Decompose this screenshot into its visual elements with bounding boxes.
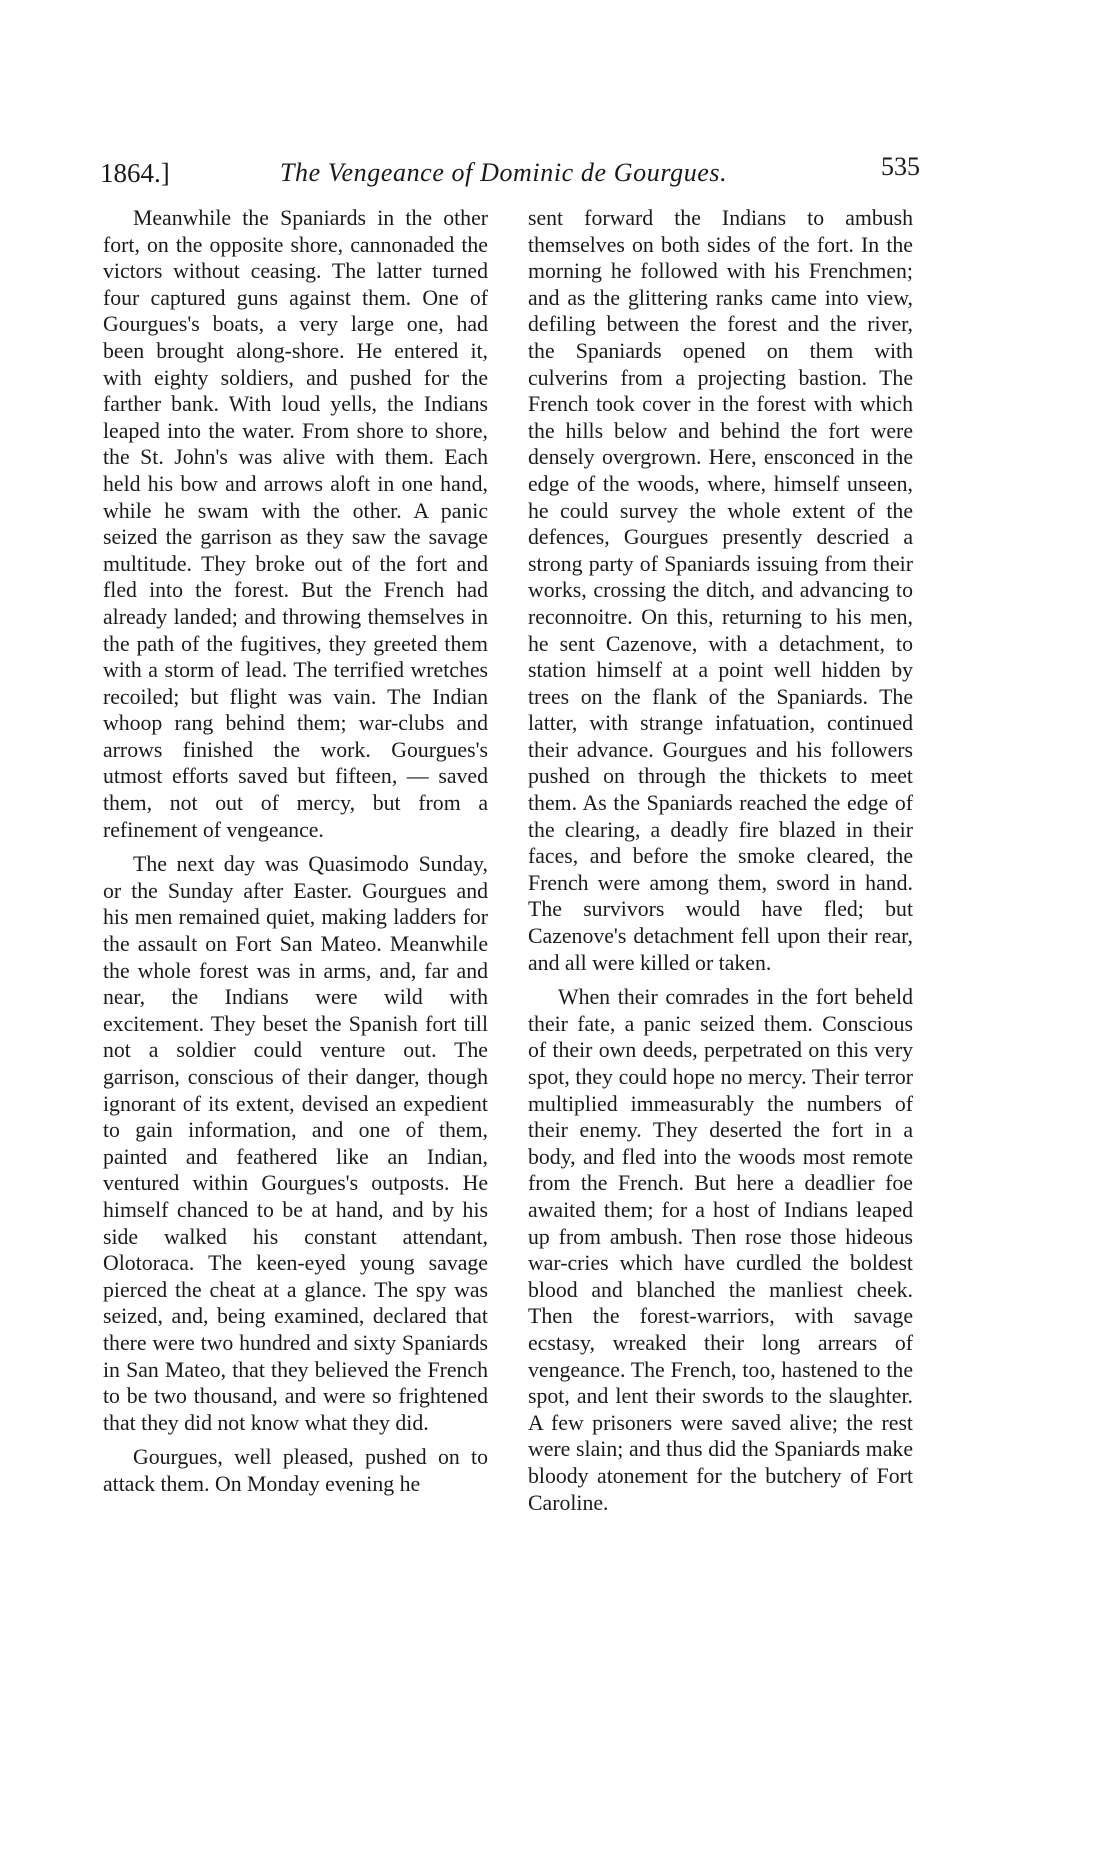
paragraph: When their comrades in the fort beheld their fate, a panic seized them. Conscious of their own deeds, perpetrated on this very spot, they could hope no mercy. Their terror multiplied immeasurably the numbers of their enemy. They deserted the fort in a body, and fled into the woods most remote from the French. But here a deadlier foe awaited them; for a host of Indians leaped up from ambush. Then rose those hideous war-cries which have curdled the boldest blood and blanched the manliest cheek. Then the forest-warriors, with savage ecstasy, wreaked their long arrears of vengeance. The French, too, hastened to the spot, and lent their swords to the slaughter. A few prisoners were saved alive; the rest were slain; and thus did the Spaniards make bloody atonement for the butchery of Fort Caroline. xyxy=(528,985,913,1515)
header-year: 1864.] xyxy=(100,158,170,188)
page-number: 535 xyxy=(881,152,920,181)
paragraph: The next day was Quasimodo Sunday, or the Sunday after Easter. Gourgues and his men remained quiet, making ladders for the assault on Fort San Mateo. Meanwhile the whole forest was in arms, and, far and near, the Indians were wild with excitement. They beset the Spanish fort till not a soldier could venture out. The garrison, conscious of their danger, though ignorant of its extent, devised an expedient to gain information, and one of them, painted and feathered like an Indian, ventured within Gourgues's outposts. He himself chanced to be at hand, and by his side walked his constant attendant, Olotoraca. The keen-eyed young savage pierced the cheat at a glance. The spy was seized, and, being examined, declared that there were two hundred and sixty Spaniards in San Mateo, that they believed the French to be two thousand, and were so frightened that they did not know what they did. xyxy=(103,852,488,1435)
right-column xyxy=(528,205,913,1516)
paragraph: Meanwhile the Spaniards in the other fort, on the opposite shore, cannonaded the victors without ceasing. The latter turned four captured guns against them. One of Gourgues's boats, a very large one, had been brought along-shore. He entered it, with eighty soldiers, and pushed for the farther bank. With loud yells, the Indians leaped into the water. From shore to shore, the St. John's was alive with them. Each held his bow and arrows aloft in one hand, while he swam with the other. A panic seized the garrison as they saw the savage multitude. They broke out of the fort and fled into the forest. But the French had already landed; and throwing themselves in the path of the fugitives, they greeted them with a storm of lead. The terrified wretches recoiled; but flight was vain. The Indian whoop rang behind them; war-clubs and arrows finished the work. Gourgues's utmost efforts saved but fifteen, — saved them, not out of mercy, but from a refinement of vengeance. xyxy=(103,206,488,842)
left-column xyxy=(103,205,488,1498)
paragraph: Gourgues, well pleased, pushed on to attack them. On Monday evening he xyxy=(103,1445,488,1496)
header-title: The Vengeance of Dominic de Gourgues. xyxy=(280,158,728,187)
paragraph: sent forward the Indians to ambush themselves on both sides of the fort. In the morning he followed with his Frenchmen; and as the glittering ranks came into view, defiling between the forest and the river, the Spaniards opened on them with culverins from a projecting bastion. The French took cover in the forest with which the hills below and behind the fort were densely overgrown. Here, ensconced in the edge of the woods, where, himself unseen, he could survey the whole extent of the defences, Gourgues presently descried a strong party of Spaniards issuing from their works, crossing the ditch, and advancing to reconnoitre. On this, returning to his men, he sent Cazenove, with a detachment, to station himself at a point well hidden by trees on the flank of the Spaniards. The latter, with strange infatuation, continued their advance. Gourgues and his followers pushed on through the thickets to meet them. As the Spaniards reached the edge of the clearing, a deadly fire blazed in their faces, and before the smoke cleared, the French were among them, sword in hand. The survivors would have fled; but Cazenove's detachment fell upon their rear, and all were killed or taken. xyxy=(528,206,913,975)
running-header xyxy=(100,152,920,198)
